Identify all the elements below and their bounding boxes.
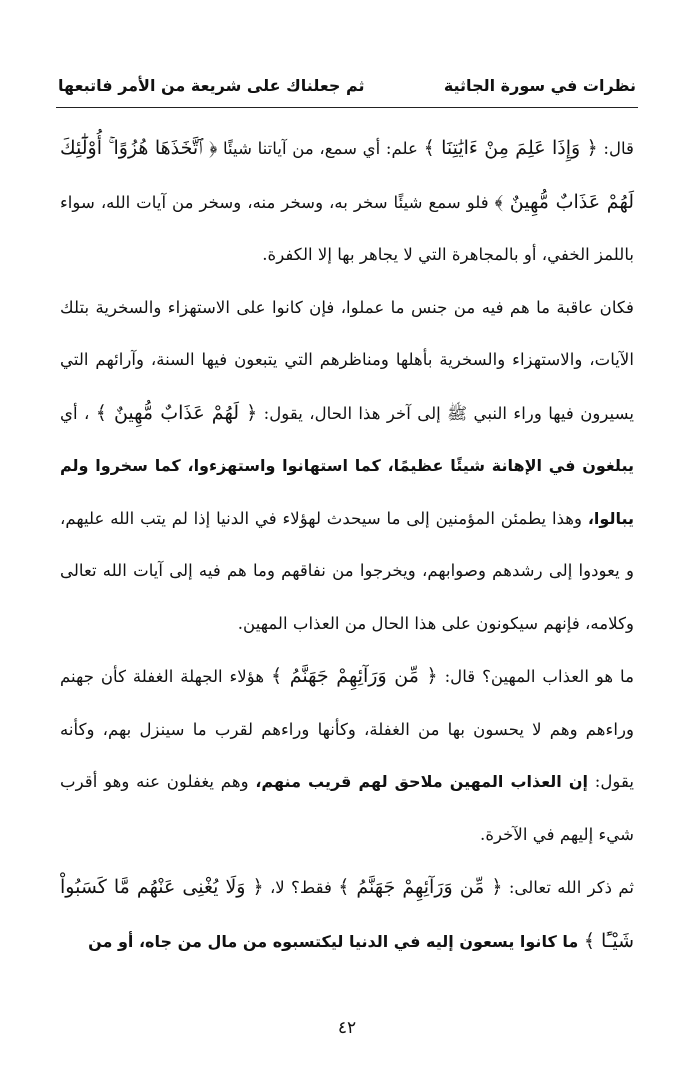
paragraph-4 bbox=[60, 861, 634, 968]
body-text bbox=[60, 122, 634, 968]
text-run: علم: أي سمع، من آياتنا شيئًا bbox=[217, 139, 424, 158]
quran-verse: ﴿ ٱتَّخَذَهَا هُزُوًا ۚ أُوْلَٰٓئِكَ لَهُمْ عَذَابٌ مُّهِينٌ ﴾ bbox=[60, 137, 635, 213]
quran-verse: ﴿ مِّن وَرَآئِهِمْ جَهَنَّمُ ﴾ bbox=[338, 876, 503, 898]
text-run: هؤلاء الجهلة الغفلة كأن جهنم وراءهم وهم لا يحسون بها من الغفلة، وكأنها وراءهم لقرب ما سينزل بهم، وكأنه يقول: bbox=[60, 667, 634, 791]
text-run: ما هو العذاب المهين؟ قال: bbox=[437, 667, 634, 686]
emphasis-text: يبلغون في الإهانة شيئًا عظيمًا، كما استهانوا واستهزءوا، كما سخروا ولم يبالوا، bbox=[60, 456, 634, 528]
paragraph-2 bbox=[60, 282, 634, 651]
text-run: فلو سمع شيئًا سخر به، وسخر منه، وسخر من آيات الله، سواء باللمز الخفي، أو بالمجاهرة التي لا يجاهر بها إلا الكفرة. bbox=[60, 192, 634, 264]
chapter-title: ثم جعلناك على شريعة من الأمر فاتبعها bbox=[58, 76, 365, 95]
text-run: ، أي bbox=[60, 403, 96, 423]
paragraph-1 bbox=[60, 122, 634, 282]
book-title: نظرات في سورة الجاثية bbox=[443, 76, 636, 95]
emphasis-text: ما كانوا يسعون إليه في الدنيا ليكتسبوه من مال من جاه، أو من bbox=[88, 931, 584, 951]
quran-verse: ﴿ وَلَا يُغْنِى عَنْهُم مَّا كَسَبُواْ شَيْـًٔا ﴾ bbox=[60, 876, 634, 952]
emphasis-text: إن العذاب المهين ملاحق لهم قريب منهم، bbox=[255, 772, 588, 791]
paragraph-3 bbox=[60, 650, 634, 861]
running-header bbox=[58, 72, 636, 102]
text-run: وهم يغفلون عنه وهو أقرب شيء إليهم في الآخرة. bbox=[60, 772, 634, 844]
header-divider bbox=[56, 107, 638, 108]
quran-verse: ﴿ مِّن وَرَآئِهِمْ جَهَنَّمُ ﴾ bbox=[270, 665, 438, 687]
quran-verse: ﴿ وَإِذَا عَلِمَ مِنْ ءَايَٰتِنَا ﴾ bbox=[423, 137, 598, 159]
text-run: وهذا يطمئن المؤمنين إلى ما سيحدث لهؤلاء في الدنيا إذا لم يتب الله عليهم، و يعودوا إلى رشدهم وصوابهم، ويخرجوا من نفاقهم وما هم فيه إلى آيات الله تعالى وكلامه، فإنهم سيكونون على هذا الحال من العذاب المهين. bbox=[60, 508, 634, 633]
text-run: قال: bbox=[597, 139, 634, 158]
text-run: ثم ذكر الله تعالى: bbox=[502, 878, 634, 897]
text-run: فقط؟ لا، bbox=[263, 878, 339, 897]
quran-verse: ﴿ لَهُمْ عَذَابٌ مُّهِينٌ ﴾ bbox=[95, 401, 258, 424]
text-run: فكان عاقبة ما هم فيه من جنس ما عملوا، فإن كانوا على الاستهزاء والسخرية بتلك الآيات، والاستهزاء والسخرية بأهلها ومناظرهم التي يتبعون فيها السنة، وآرائهم التي يسيرون فيها وراء النبي ﷺ إلى آخر هذا الحال، يقول: bbox=[60, 297, 634, 423]
page-number: ٤٢ bbox=[337, 1018, 357, 1038]
